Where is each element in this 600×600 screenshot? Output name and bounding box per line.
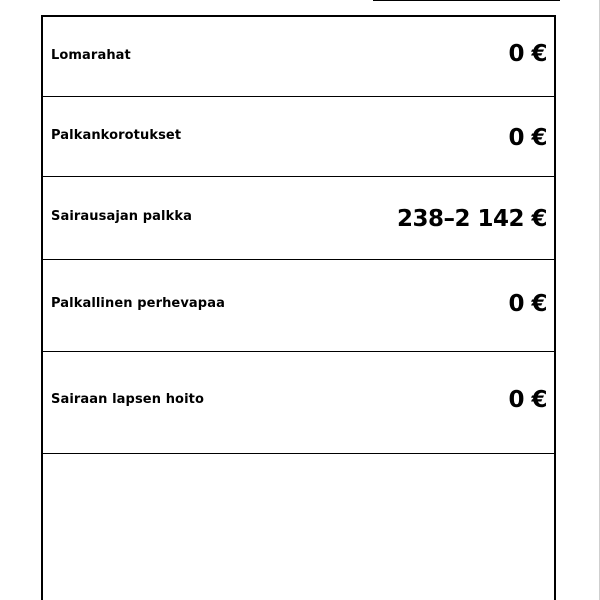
row-value: 0 € (508, 387, 547, 413)
row-label: Sairausajan palkka (51, 209, 192, 224)
row-label: Sairaan lapsen hoito (51, 392, 204, 407)
table-row-paid-family-leave (43, 260, 554, 352)
row-value: 0 € (508, 41, 547, 67)
table-row-sick-pay (43, 177, 554, 260)
row-label: Palkankorotukset (51, 128, 182, 143)
top-divider (373, 0, 560, 1)
row-value: 0 € (508, 291, 547, 317)
row-value: 238–2 142 € (396, 206, 547, 232)
row-label: Lomarahat (51, 48, 131, 63)
benefits-table (41, 15, 556, 600)
table-row-holiday-pay (43, 17, 554, 97)
table-empty-area (43, 454, 554, 600)
table-row-salary-raises (43, 97, 554, 177)
row-value: 0 € (508, 125, 547, 151)
table-row-sick-child-care (43, 352, 554, 454)
row-label: Palkallinen perhevapaa (51, 296, 225, 311)
